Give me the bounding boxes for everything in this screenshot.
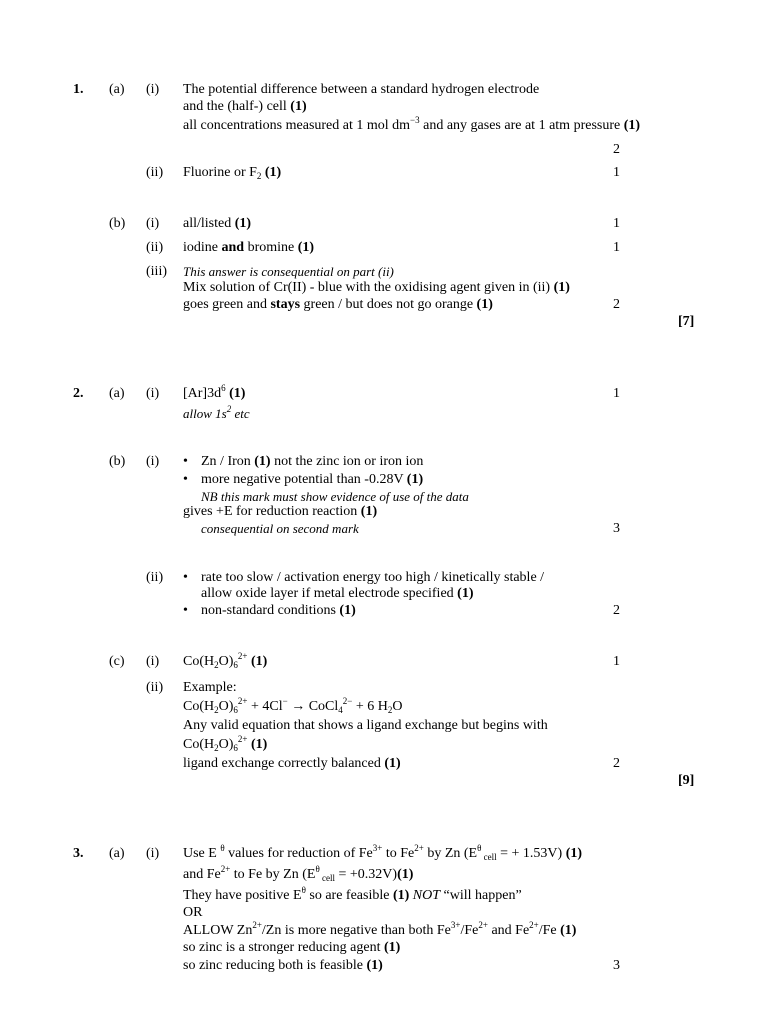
q2-c-ii-mark: 2 xyxy=(613,756,620,771)
q2-b-ii-bullet2: • non-standard conditions (1) xyxy=(201,602,356,619)
q2-a-i-mark: 1 xyxy=(613,386,620,401)
q2-part-b: (b) xyxy=(109,454,126,469)
q2-c-i-answer: $Co(H_2O)_6^{2+}$ (1) xyxy=(183,651,268,670)
q1-a-i-line3: all concentrations measured at 1 mol $dm^{-3}$ and any gases are at 1 atm pressure (1) xyxy=(183,115,641,133)
q1-b-iii-mark: 2 xyxy=(613,297,620,312)
q2-b-i-line4: gives +E for reduction reaction (1) xyxy=(183,504,378,519)
q3-part-a: (a) xyxy=(109,846,125,861)
q2-a-i-note: allow $1s^2$ etc xyxy=(183,404,250,421)
q1-number: 1. xyxy=(73,82,84,97)
q1-b-iii-note: This answer is consequential on part (ii) xyxy=(183,264,394,279)
q2-b-i-bullet2: • more negative potential than -0.28V (1) xyxy=(201,471,423,488)
q2-part-a: (a) xyxy=(109,386,125,401)
q3-a-i-mark: 3 xyxy=(613,958,620,973)
q2-number: 2. xyxy=(73,386,84,401)
q2-b-ii-mark: 2 xyxy=(613,603,620,618)
q3-a-i-line3: They have positive $E^\theta$ so are feasible (1) NOT “will happen” xyxy=(183,885,522,903)
q2-b-i-note2: consequential on second mark xyxy=(201,521,359,536)
q1-a-sub-i: (i) xyxy=(146,82,160,97)
q2-part-c: (c) xyxy=(109,654,125,669)
q3-a-i-line1: Use E $^\theta$ values for reduction of $Fe^{3+}$ to $Fe^{2+}$ by Zn ($E^\theta$ $_{cell}$ = + 1.53V) (1) xyxy=(183,843,583,862)
q1-b-sub-iii: (iii) xyxy=(146,264,167,279)
q2-c-sub-ii: (ii) xyxy=(146,680,164,695)
q3-a-i-line6: so zinc is a stronger reducing agent (1) xyxy=(183,940,401,955)
q2-a-i-answer: $[Ar]3d^6$ (1) xyxy=(183,383,246,401)
q3-a-i-line7: so zinc reducing both is feasible (1) xyxy=(183,958,383,973)
q3-number: 3. xyxy=(73,846,84,861)
q1-b-sub-i: (i) xyxy=(146,216,160,231)
q2-b-sub-ii: (ii) xyxy=(146,570,164,585)
q2-b-ii-bullet1-cont: allow oxide layer if metal electrode specified (1) xyxy=(201,586,474,601)
q2-c-ii-line4: $Co(H_2O)_6^{2+}$ (1) xyxy=(183,734,268,753)
q2-c-sub-i: (i) xyxy=(146,654,160,669)
q1-b-ii-mark: 1 xyxy=(613,240,620,255)
q2-c-i-mark: 1 xyxy=(613,654,620,669)
q2-a-sub-i: (i) xyxy=(146,386,160,401)
q2-c-ii-equation: $Co(H_2O)_6^{2+} + 4Cl^-$ → CoCl$_4^{2-}$ + 6 $H_2O$ xyxy=(183,696,403,715)
q2-total: [9] xyxy=(678,773,695,788)
q3-a-i-line5: ALLOW $Zn^{2+}/Zn$ is more negative than both $Fe^{3+}/Fe^{2+}$ and $Fe^{2+}/Fe$ (1) xyxy=(183,920,577,938)
q1-b-i-mark: 1 xyxy=(613,216,620,231)
q3-a-sub-i: (i) xyxy=(146,846,160,861)
q1-a-ii-answer: Fluorine or $F_2$ (1) xyxy=(183,165,282,181)
q2-b-i-note1: NB this mark must show evidence of use of the data xyxy=(201,489,469,504)
q1-total: [7] xyxy=(678,314,695,329)
q1-part-b: (b) xyxy=(109,216,126,231)
q1-b-sub-ii: (ii) xyxy=(146,240,164,255)
q1-b-i-answer: all/listed (1) xyxy=(183,216,252,231)
q1-a-i-line1: The potential difference between a standard hydrogen electrode xyxy=(183,82,540,97)
q1-a-i-mark: 2 xyxy=(613,142,620,157)
q2-b-ii-bullet1: • rate too slow / activation energy too high / kinetically stable / xyxy=(201,569,544,586)
q1-a-i-line2: and the (half-) cell (1) xyxy=(183,99,307,114)
q3-a-i-or: OR xyxy=(183,905,203,920)
q1-part-a: (a) xyxy=(109,82,125,97)
q1-b-ii-answer: iodine and bromine (1) xyxy=(183,240,315,255)
q2-c-ii-example: Example: xyxy=(183,680,237,695)
q2-b-sub-i: (i) xyxy=(146,454,160,469)
q2-c-ii-line5: ligand exchange correctly balanced (1) xyxy=(183,756,401,771)
q3-a-i-line2: and $Fe^{2+}$ to Fe by Zn ($E^\theta$ $_{cell}$ = +0.32V)(1) xyxy=(183,864,414,883)
q2-b-i-mark: 3 xyxy=(613,521,620,536)
q1-a-sub-ii: (ii) xyxy=(146,165,164,180)
q2-c-ii-line3: Any valid equation that shows a ligand exchange but begins with xyxy=(183,718,548,733)
q1-a-ii-mark: 1 xyxy=(613,165,620,180)
q1-b-iii-line2: goes green and stays green / but does not go orange (1) xyxy=(183,297,493,312)
q2-b-i-bullet1: • Zn / Iron (1) not the zinc ion or iron ion xyxy=(201,453,423,470)
q1-b-iii-line1: Mix solution of Cr(II) - blue with the oxidising agent given in (ii) (1) xyxy=(183,280,570,295)
